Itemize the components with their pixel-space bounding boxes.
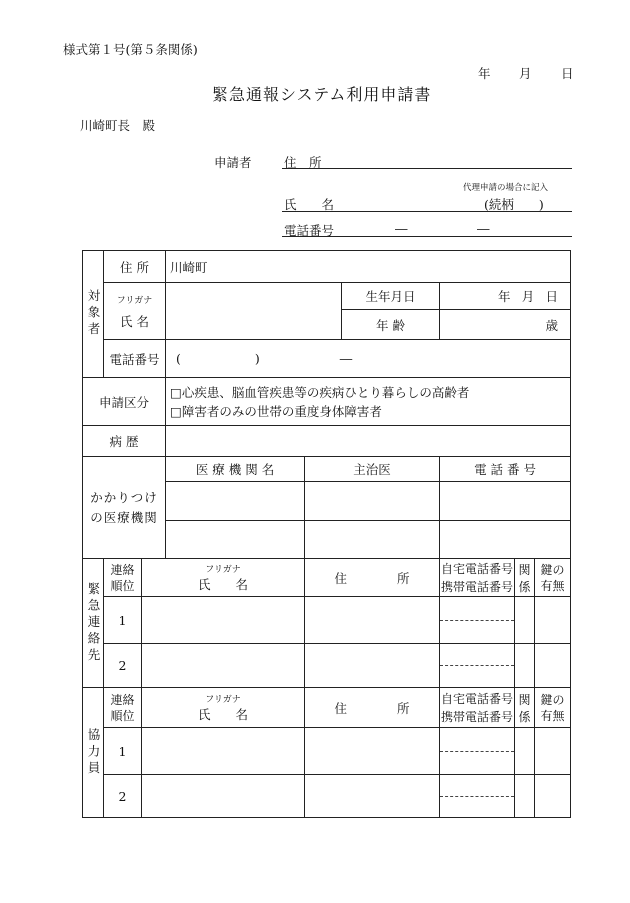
subject-address-label: 住 所: [104, 251, 166, 283]
addressee: 川崎町長 殿: [80, 118, 156, 133]
applicant-phone-dash-2: ―: [477, 221, 490, 236]
subject-dob-month: 月: [521, 289, 535, 304]
medical-phone-input[interactable]: [440, 521, 571, 559]
emergency-key-input[interactable]: [535, 597, 571, 644]
applicant-phone-line[interactable]: [282, 236, 572, 237]
emergency-key-input[interactable]: [535, 644, 571, 688]
emergency-name-header: フリガナ 氏 名: [142, 559, 305, 597]
subject-phone-dash: ―: [339, 351, 353, 366]
date-year-label: 年: [478, 66, 491, 81]
medical-phone-input[interactable]: [440, 482, 571, 521]
subject-dob-day: 日: [545, 289, 559, 304]
helpers-order-header: 連絡 順位: [104, 688, 142, 728]
applicant-address-label: 住 所: [284, 155, 322, 170]
helpers-relation-input[interactable]: [515, 728, 535, 775]
emergency-order-header: 連絡 順位: [104, 559, 142, 597]
subject-phone-close: ): [254, 351, 260, 366]
applicant-label: 申請者: [214, 155, 252, 170]
emergency-address-header: 住 所: [305, 559, 440, 597]
emergency-phone-input[interactable]: [440, 644, 515, 688]
category-option-1[interactable]: □心疾患、脳血管疾患等の疾病ひとり暮らしの高齢者: [170, 384, 470, 400]
medical-col-phone: 電 話 番 号: [440, 457, 571, 482]
subject-dob-year: 年: [498, 289, 511, 304]
application-form-table: [82, 250, 571, 818]
subject-name-input[interactable]: [166, 283, 342, 340]
medical-doctor-input[interactable]: [305, 482, 440, 521]
subject-age-input[interactable]: [440, 310, 571, 340]
helpers-address-header: 住 所: [305, 688, 440, 728]
medical-col-doctor: 主治医: [305, 457, 440, 482]
applicant-phone-label: 電話番号: [284, 223, 335, 238]
form-number: 様式第１号(第５条関係): [63, 42, 198, 57]
subject-address-value[interactable]: 川崎町: [166, 251, 571, 283]
helpers-address-input[interactable]: [305, 775, 440, 818]
emergency-name-input[interactable]: [142, 597, 305, 644]
emergency-relation-input[interactable]: [515, 597, 535, 644]
history-input[interactable]: [166, 426, 571, 457]
helpers-row: [83, 775, 571, 818]
emergency-address-input[interactable]: [305, 644, 440, 688]
subject-furigana-label: フリガナ: [116, 295, 153, 306]
helpers-row: [83, 728, 571, 775]
applicant-address-line[interactable]: [282, 168, 572, 169]
emergency-phone-header: 自宅電話番号 携帯電話番号: [440, 559, 515, 597]
category-options: [166, 378, 571, 426]
emergency-address-input[interactable]: [305, 597, 440, 644]
emergency-key-header: 鍵の 有無: [535, 559, 571, 597]
helpers-group-label: 協力員: [83, 688, 104, 818]
page-title: 緊急通報システム利用申請書: [212, 85, 432, 104]
subject-dob-input[interactable]: [440, 283, 571, 310]
helpers-phone-input[interactable]: [440, 775, 515, 818]
subject-dob-label: 生年月日: [342, 283, 440, 310]
applicant-name-line[interactable]: [282, 211, 572, 212]
emergency-row-number: 1: [104, 597, 142, 644]
emergency-row: [83, 597, 571, 644]
proxy-note: 代理申請の場合に記入: [463, 183, 549, 193]
medical-col-institution: 医 療 機 関 名: [166, 457, 305, 482]
emergency-phone-input[interactable]: [440, 597, 515, 644]
emergency-relation-input[interactable]: [515, 644, 535, 688]
helpers-row-number: 2: [104, 775, 142, 818]
helpers-name-header: フリガナ 氏 名: [142, 688, 305, 728]
medical-institution-input[interactable]: [166, 482, 305, 521]
subject-name-label-cell: [104, 283, 166, 340]
helpers-relation-input[interactable]: [515, 775, 535, 818]
helpers-name-input[interactable]: [142, 728, 305, 775]
subject-phone-open: (: [176, 351, 181, 366]
subject-name-label: 氏 名: [120, 313, 149, 329]
helpers-key-input[interactable]: [535, 728, 571, 775]
emergency-group-label: 緊急連絡先: [83, 559, 104, 688]
emergency-row: [83, 644, 571, 688]
helpers-phone-header: 自宅電話番号 携帯電話番号: [440, 688, 515, 728]
helpers-address-input[interactable]: [305, 728, 440, 775]
applicant-phone-dash-1: ―: [395, 221, 408, 236]
helpers-relation-header: 関係: [515, 688, 535, 728]
helpers-key-input[interactable]: [535, 775, 571, 818]
medical-institution-input[interactable]: [166, 521, 305, 559]
subject-age-unit: 歳: [545, 317, 559, 333]
category-label: 申請区分: [83, 378, 166, 426]
subject-age-label: 年 齢: [342, 310, 440, 340]
medical-doctor-input[interactable]: [305, 521, 440, 559]
helpers-row-number: 1: [104, 728, 142, 775]
emergency-row-number: 2: [104, 644, 142, 688]
subject-phone-label: 電話番号: [104, 340, 166, 378]
category-option-2[interactable]: □障害者のみの世帯の重度身体障害者: [170, 403, 382, 419]
medical-label: かかりつけ の医療機関: [83, 457, 166, 559]
emergency-relation-header: 関係: [515, 559, 535, 597]
applicant-relation-label: (続柄 ): [484, 197, 544, 212]
history-label: 病 歴: [83, 426, 166, 457]
helpers-key-header: 鍵の 有無: [535, 688, 571, 728]
applicant-name-label: 氏 名: [284, 197, 335, 212]
date-day-label: 日: [561, 66, 574, 81]
date-month-label: 月: [519, 66, 532, 81]
helpers-phone-input[interactable]: [440, 728, 515, 775]
subject-phone-input[interactable]: [166, 340, 571, 378]
emergency-name-input[interactable]: [142, 644, 305, 688]
subject-group-label: 対象者: [83, 251, 104, 378]
helpers-name-input[interactable]: [142, 775, 305, 818]
